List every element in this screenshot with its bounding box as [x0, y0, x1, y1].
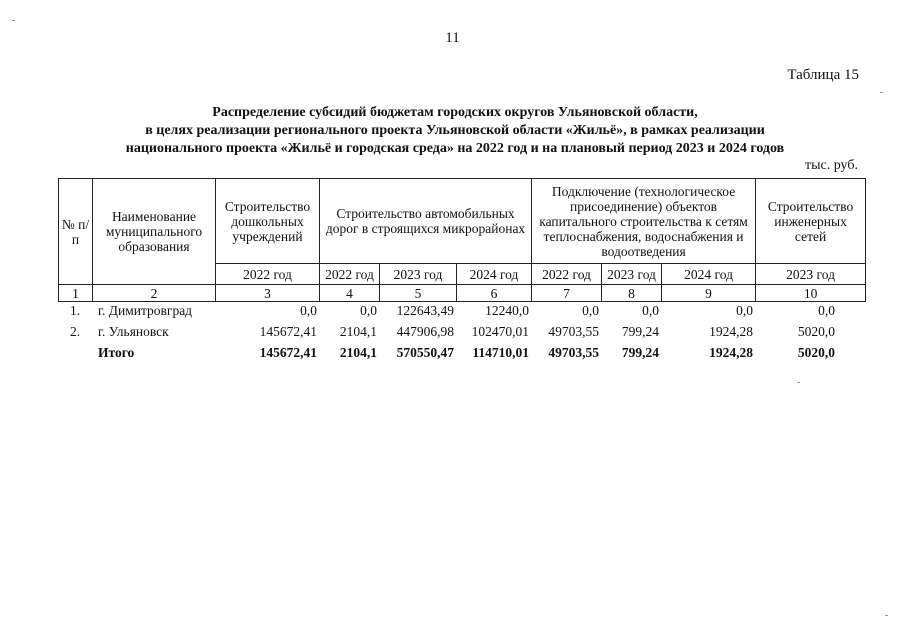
scan-mark [797, 382, 800, 383]
year-cell: 2023 год [602, 264, 662, 285]
total-row [58, 342, 865, 363]
header-connection: Подключение (технологическое присоединение) объектов капитального строительства к сетям теплоснабжения, водоснабжения и водоотведения [532, 179, 756, 264]
column-number: 6 [457, 285, 532, 302]
column-number: 2 [93, 285, 216, 302]
page-number: 11 [445, 30, 460, 46]
column-number: 3 [216, 285, 320, 302]
column-number: 4 [320, 285, 380, 302]
table-row [58, 321, 865, 342]
value-cell: 102470,01 [471, 324, 529, 339]
subsidy-table-header [58, 178, 866, 302]
total-value: 145672,41 [259, 345, 317, 360]
value-cell: 5020,0 [797, 324, 835, 339]
row-number: 1. [69, 303, 81, 318]
row-number: 2. [69, 324, 81, 339]
total-value: 5020,0 [797, 345, 835, 360]
municipality-name: г. Ульяновск [98, 324, 169, 339]
header-no: № п/п [59, 179, 93, 285]
total-value: 114710,01 [472, 345, 529, 360]
value-cell: 122643,49 [396, 303, 454, 318]
header-roads: Строительство автомобильных дорог в строящихся микрорайонах [320, 179, 532, 264]
value-cell: 1924,28 [709, 324, 753, 339]
subsidy-table-body [58, 300, 865, 363]
value-cell: 0,0 [582, 303, 599, 318]
column-number: 9 [662, 285, 756, 302]
year-cell: 2022 год [216, 264, 320, 285]
column-number: 1 [59, 285, 93, 302]
year-cell: 2023 год [756, 264, 866, 285]
year-cell: 2024 год [457, 264, 532, 285]
column-number: 10 [756, 285, 866, 302]
value-cell: 2104,1 [339, 324, 377, 339]
table-row [58, 300, 865, 321]
value-cell: 0,0 [300, 303, 317, 318]
column-number: 7 [532, 285, 602, 302]
total-value: 570550,47 [396, 345, 454, 360]
total-value: 2104,1 [339, 345, 377, 360]
total-value: 1924,28 [709, 345, 753, 360]
units-label: тыс. руб. [805, 158, 858, 173]
total-value: 799,24 [621, 345, 659, 360]
value-cell: 49703,55 [548, 324, 599, 339]
value-cell: 12240,0 [485, 303, 529, 318]
title-line-2: в целях реализации регионального проекта Ульяновской области «Жильё», в рамках реализации [145, 123, 765, 138]
scan-mark [880, 92, 883, 93]
document-title [60, 104, 850, 158]
year-cell: 2022 год [320, 264, 380, 285]
year-cell: 2023 год [380, 264, 457, 285]
value-cell: 447906,98 [396, 324, 454, 339]
value-cell: 0,0 [360, 303, 377, 318]
scan-mark [12, 20, 15, 21]
column-number: 8 [602, 285, 662, 302]
value-cell: 799,24 [621, 324, 659, 339]
value-cell: 0,0 [642, 303, 659, 318]
value-cell: 145672,41 [259, 324, 317, 339]
value-cell: 0,0 [818, 303, 835, 318]
header-name: Наименование муниципального образования [93, 179, 216, 285]
title-line-1: Распределение субсидий бюджетам городских округов Ульяновской области, [212, 105, 698, 120]
total-label: Итого [98, 345, 135, 360]
year-cell: 2024 год [662, 264, 756, 285]
year-cell: 2022 год [532, 264, 602, 285]
scan-mark [885, 615, 888, 616]
title-line-3: национального проекта «Жильё и городская среда» на 2022 год и на плановый период 2023 и 2024 годов [125, 141, 785, 156]
total-value: 49703,55 [548, 345, 599, 360]
column-number: 5 [380, 285, 457, 302]
header-engineering: Строительство инженерных сетей [756, 179, 866, 264]
value-cell: 0,0 [736, 303, 753, 318]
header-preschool: Строительство дошкольных учреждений [216, 179, 320, 264]
municipality-name: г. Димитровград [98, 303, 193, 318]
table-label: Таблица 15 [787, 67, 859, 83]
